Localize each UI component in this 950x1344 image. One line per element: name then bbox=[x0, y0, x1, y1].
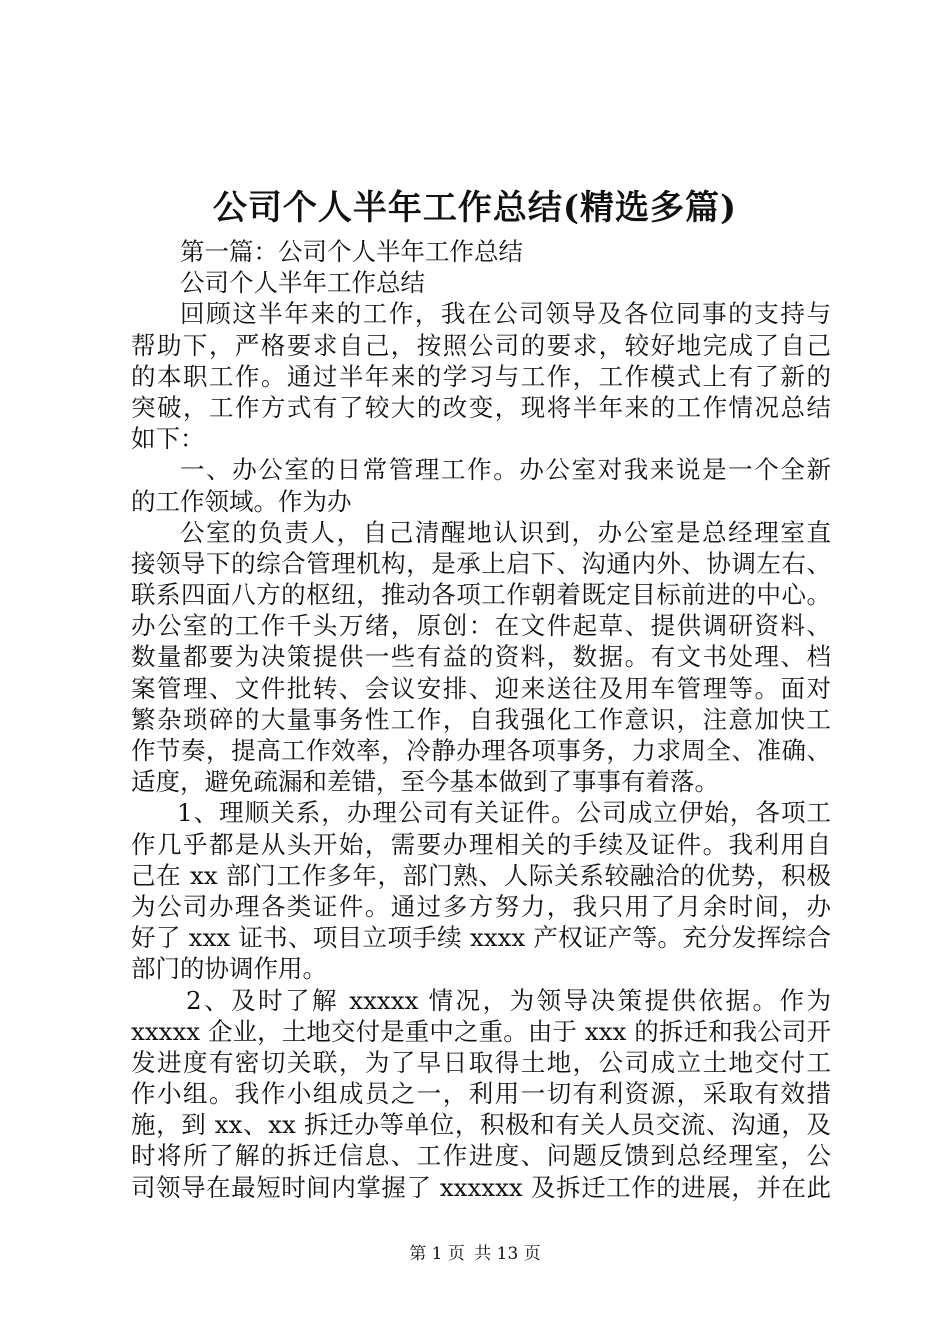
text-line: 如下： bbox=[131, 424, 205, 454]
text-line: 案管理、文件批转、会议安排、迎来送往及用车管理等。面对 bbox=[131, 673, 831, 703]
text-line: 帮助下，严格要求自己，按照公司的要求，较好地完成了自己 bbox=[131, 330, 831, 360]
text-line: 发进度有密切关联，为了早日取得土地，公司成立土地交付工 bbox=[131, 1047, 831, 1077]
text-line: 作节奏，提高工作效率，冷静办理各项事务，力求周全、准确、 bbox=[131, 736, 831, 765]
text-line: 繁杂琐碎的大量事务性工作，自我强化工作意识，注意加快工 bbox=[131, 704, 831, 734]
text-line: 的本职工作。通过半年来的学习与工作，工作模式上有了新的 bbox=[131, 361, 831, 391]
text-line: 司领导在最短时间内掌握了 xxxxxx 及拆迁工作的进展，并在此 bbox=[131, 1172, 831, 1202]
text-line: 适度，避免疏漏和差错，至今基本做到了事事有着落。 bbox=[131, 767, 719, 797]
text-line: 的工作领域。作为办 bbox=[131, 486, 352, 516]
text-line: 时将所了解的拆迁信息、工作进度、问题反馈到总经理室，公 bbox=[131, 1141, 831, 1171]
text-line: 1、理顺关系，办理公司有关证件。公司成立伊始，各项工 bbox=[177, 798, 831, 828]
text-line: 己在 xx 部门工作多年，部门熟、人际关系较融洽的优势，积极 bbox=[131, 860, 831, 890]
text-line: 作几乎都是从头开始，需要办理相关的手续及证件。我利用自 bbox=[131, 829, 831, 859]
text-line: 办公室的工作千头万绪，原创：在文件起草、提供调研资料、 bbox=[131, 611, 831, 641]
text-line: 回顾这半年来的工作，我在公司领导及各位同事的支持与 bbox=[180, 299, 831, 329]
text-line: 为公司办理各类证件。通过多方努力，我只用了月余时间，办 bbox=[131, 891, 831, 921]
page-footer bbox=[0, 1242, 950, 1266]
text-line: 突破，工作方式有了较大的改变，现将半年来的工作情况总结 bbox=[131, 392, 831, 422]
text-line: xxxxx 企业，土地交付是重中之重。由于 xxx 的拆迁和我公司开 bbox=[131, 1016, 831, 1046]
text-line: 公室的负责人，自己清醒地认识到，办公室是总经理室直 bbox=[180, 517, 831, 547]
text-line: 施，到 xx、xx 拆迁办等单位，积极和有关人员交流、沟通，及 bbox=[131, 1110, 831, 1140]
text-line: 第一篇：公司个人半年工作总结 bbox=[180, 237, 523, 266]
text-line: 2、及时了解 xxxxx 情况，为领导决策提供依据。作为 bbox=[186, 985, 831, 1015]
document-title: 公司个人半年工作总结(精选多篇) bbox=[212, 188, 738, 228]
text-line: 公司个人半年工作总结 bbox=[180, 268, 425, 298]
text-line: 接领导下的综合管理机构，是承上启下、沟通内外、协调左右、 bbox=[131, 548, 831, 578]
text-line: 好了 xxx 证书、项目立项手续 xxxx 产权证产等。充分发挥综合 bbox=[131, 923, 831, 953]
text-line: 一、办公室的日常管理工作。办公室对我来说是一个全新 bbox=[180, 455, 831, 485]
page-total: 共 13 页 bbox=[474, 1244, 541, 1264]
text-line: 部门的协调作用。 bbox=[131, 954, 327, 984]
document-body bbox=[131, 236, 831, 1203]
text-line: 作小组。我作小组成员之一，利用一切有利资源，采取有效措 bbox=[131, 1079, 831, 1109]
text-line: 数量都要为决策提供一些有益的资料，数据。有文书处理、档 bbox=[131, 642, 831, 672]
text-line: 联系四面八方的枢纽，推动各项工作朝着既定目标前进的中心。 bbox=[131, 580, 831, 610]
page-number: 第 1 页 bbox=[409, 1244, 465, 1264]
